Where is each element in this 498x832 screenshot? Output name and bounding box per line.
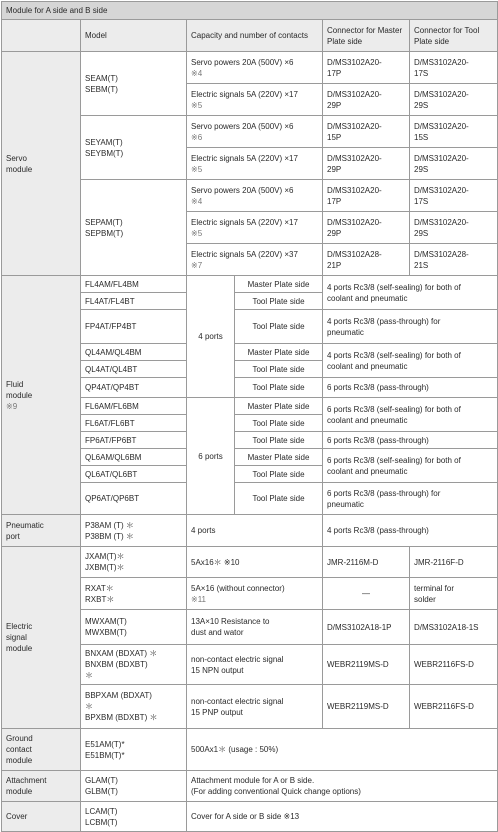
table-row xyxy=(2,276,498,293)
ground-desc: 500Ax1＊ (usage : 50%) xyxy=(187,729,498,771)
fluid-desc-cell: 4 ports Rc3/8 (self-sealing) for both of coolant and pneumatic xyxy=(323,276,498,310)
capacity-cell: Electric signals 5A (220V) ×17 ※5 xyxy=(187,148,323,180)
tool-connector-cell: WEBR2116FS-D xyxy=(410,645,498,685)
capacity-cell: Electric signals 5A (220V) ×17 ※5 xyxy=(187,84,323,116)
capacity-cell: 13A×10 Resistance to dust and wator xyxy=(187,610,323,645)
table-row xyxy=(2,515,498,547)
fluid-desc-cell: 6 ports Rc3/8 (pass-through) xyxy=(323,378,498,398)
table-title: Module for A side and B side xyxy=(2,2,498,20)
table-row xyxy=(2,52,498,84)
ports-6: 6 ports xyxy=(187,398,235,515)
model-cell: SEAM(T) SEBM(T) xyxy=(81,52,187,116)
capacity-cell: Servo powers 20A (500V) ×6 ※6 xyxy=(187,116,323,148)
category-electric: Electric signal module xyxy=(2,547,81,729)
master-connector-cell: D/MS3102A20- 29P xyxy=(323,212,410,244)
model-cell: MWXAM(T) MWXBM(T) xyxy=(81,610,187,645)
table-row xyxy=(2,802,498,832)
master-connector-cell: D/MS3102A20- 29P xyxy=(323,84,410,116)
tool-connector-cell: WEBR2116FS-D xyxy=(410,685,498,729)
category-servo: Servo module xyxy=(2,52,81,276)
plate-side-cell: Tool Plate side xyxy=(235,310,323,344)
model-cell: FP4AT/FP4BT xyxy=(81,310,187,344)
model-cell: QL4AT/QL4BT xyxy=(81,361,187,378)
model-cell: FL6AT/FL6BT xyxy=(81,415,187,432)
tool-connector-cell: D/MS3102A20- 17S xyxy=(410,180,498,212)
model-cell: QL4AM/QL4BM xyxy=(81,344,187,361)
plate-side-cell: Tool Plate side xyxy=(235,378,323,398)
model-cell: GLAM(T) GLBM(T) xyxy=(81,771,187,802)
header-tool-connector: Connector for Tool Plate side xyxy=(410,20,498,52)
model-cell: QP6AT/QP6BT xyxy=(81,483,187,515)
plate-side-cell: Master Plate side xyxy=(235,449,323,466)
fluid-desc-cell: 4 ports Rc3/8 (self-sealing) for both of coolant and pneumatic xyxy=(323,344,498,378)
fluid-desc-cell: 6 ports Rc3/8 (self-sealing) for both of coolant and pneumatic xyxy=(323,449,498,483)
plate-side-cell: Tool Plate side xyxy=(235,466,323,483)
model-cell: QL6AT/QL6BT xyxy=(81,466,187,483)
plate-side-cell: Tool Plate side xyxy=(235,361,323,378)
table-row xyxy=(2,729,498,771)
capacity-cell: Servo powers 20A (500V) ×6 ※4 xyxy=(187,52,323,84)
tool-connector-cell: D/MS3102A28- 21S xyxy=(410,244,498,276)
ports-4: 4 ports xyxy=(187,276,235,398)
category-pneumatic: Pneumatic port xyxy=(2,515,81,547)
model-cell: LCAM(T) LCBM(T) xyxy=(81,802,187,832)
fluid-desc-cell: 6 ports Rc3/8 (self-sealing) for both of coolant and pneumatic xyxy=(323,398,498,432)
tool-connector-cell: D/MS3102A20- 15S xyxy=(410,116,498,148)
master-connector-cell: D/MS3102A20- 15P xyxy=(323,116,410,148)
model-cell: SEYAM(T) SEYBM(T) xyxy=(81,116,187,180)
tool-connector-cell: D/MS3102A18-1S xyxy=(410,610,498,645)
model-cell: FP6AT/FP6BT xyxy=(81,432,187,449)
master-connector-cell: D/MS3102A20- 17P xyxy=(323,52,410,84)
tool-connector-cell: D/MS3102A20- 17S xyxy=(410,52,498,84)
plate-side-cell: Master Plate side xyxy=(235,344,323,361)
model-cell: FL6AM/FL6BM xyxy=(81,398,187,415)
header-model: Model xyxy=(81,20,187,52)
pneumatic-desc: 4 ports Rc3/8 (pass-through) xyxy=(323,515,498,547)
category-fluid: Fluid module ※9 xyxy=(2,276,81,515)
capacity-cell: non-contact electric signal 15 NPN output xyxy=(187,645,323,685)
master-connector-cell: WEBR2119MS-D xyxy=(323,645,410,685)
model-cell: QP4AT/QP4BT xyxy=(81,378,187,398)
model-cell: FL4AM/FL4BM xyxy=(81,276,187,293)
capacity-cell: Servo powers 20A (500V) ×6 ※4 xyxy=(187,180,323,212)
capacity-cell: Electric signals 5A (220V) ×17 ※5 xyxy=(187,212,323,244)
plate-side-cell: Tool Plate side xyxy=(235,483,323,515)
header-row xyxy=(2,20,498,52)
fluid-desc-cell: 6 ports Rc3/8 (pass-through) for pneumatic xyxy=(323,483,498,515)
model-cell: E51AM(T)* E51BM(T)* xyxy=(81,729,187,771)
master-connector-cell: D/MS3102A28- 21P xyxy=(323,244,410,276)
cover-desc: Cover for A side or B side ※13 xyxy=(187,802,498,832)
model-cell: P38AM (T) ＊ P38BM (T) ＊ xyxy=(81,515,187,547)
header-master-connector: Connector for Master Plate side xyxy=(323,20,410,52)
category-ground: Ground contact module xyxy=(2,729,81,771)
header-capacity: Capacity and number of contacts xyxy=(187,20,323,52)
capacity-cell: 5A×16 (without connector) ※11 xyxy=(187,578,323,610)
model-cell: SEPAM(T) SEPBM(T) xyxy=(81,180,187,276)
attachment-desc: Attachment module for A or B side. (For adding conventional Quick change options) xyxy=(187,771,498,802)
model-cell: BNXAM (BDXAT) ＊ BNXBM (BDXBT) ＊ xyxy=(81,645,187,685)
model-cell: RXAT＊ RXBT＊ xyxy=(81,578,187,610)
master-connector-cell: D/MS3102A20- 17P xyxy=(323,180,410,212)
header-category xyxy=(2,20,81,52)
capacity-cell: Electric signals 5A (220V) ×37 ※7 xyxy=(187,244,323,276)
fluid-desc-cell: 4 ports Rc3/8 (pass-through) for pneumatic xyxy=(323,310,498,344)
plate-side-cell: Master Plate side xyxy=(235,276,323,293)
table-title-row xyxy=(2,2,498,20)
model-cell: JXAM(T)＊ JXBM(T)＊ xyxy=(81,547,187,578)
plate-side-cell: Tool Plate side xyxy=(235,432,323,449)
master-connector-cell: D/MS3102A18-1P xyxy=(323,610,410,645)
tool-connector-cell: D/MS3102A20- 29S xyxy=(410,148,498,180)
master-connector-cell: D/MS3102A20- 29P xyxy=(323,148,410,180)
pneumatic-ports: 4 ports xyxy=(187,515,323,547)
master-connector-cell: JMR-2116M-D xyxy=(323,547,410,578)
table-row xyxy=(2,547,498,578)
plate-side-cell: Tool Plate side xyxy=(235,293,323,310)
tool-connector-cell: D/MS3102A20- 29S xyxy=(410,212,498,244)
model-cell: QL6AM/QL6BM xyxy=(81,449,187,466)
master-connector-cell: — xyxy=(323,578,410,610)
plate-side-cell: Tool Plate side xyxy=(235,415,323,432)
capacity-cell: non-contact electric signal 15 PNP output xyxy=(187,685,323,729)
model-cell: FL4AT/FL4BT xyxy=(81,293,187,310)
master-connector-cell: WEBR2119MS-D xyxy=(323,685,410,729)
fluid-desc-cell: 6 ports Rc3/8 (pass-through) xyxy=(323,432,498,449)
category-attachment: Attachment module xyxy=(2,771,81,802)
module-table xyxy=(1,1,498,832)
model-cell: BBPXAM (BDXAT) ＊ BPXBM (BDXBT) ＊ xyxy=(81,685,187,729)
tool-connector-cell: JMR-2116F-D xyxy=(410,547,498,578)
category-cover: Cover xyxy=(2,802,81,832)
tool-connector-cell: terminal for solder xyxy=(410,578,498,610)
table-row xyxy=(2,771,498,802)
spec-sheet xyxy=(1,1,497,827)
plate-side-cell: Master Plate side xyxy=(235,398,323,415)
capacity-cell: 5Ax16＊ ※10 xyxy=(187,547,323,578)
tool-connector-cell: D/MS3102A20- 29S xyxy=(410,84,498,116)
